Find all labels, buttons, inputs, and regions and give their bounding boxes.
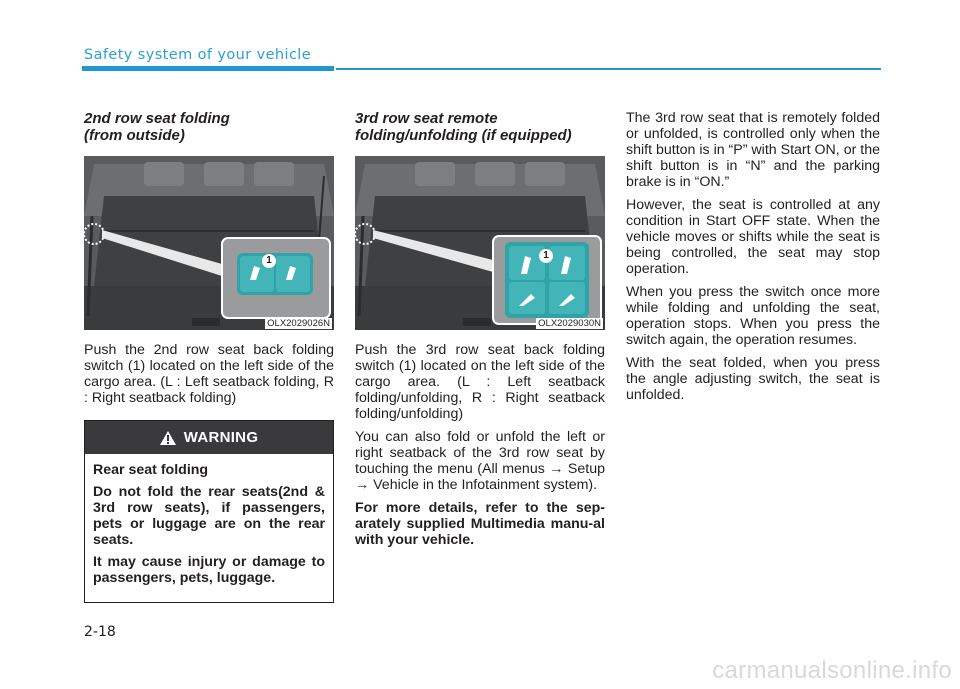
cargo-area-illustration: [355, 156, 605, 330]
section-title-2nd-row: 2nd row seat folding (from outside): [84, 110, 230, 144]
figure-code: OLX2029030N: [538, 318, 601, 329]
paragraph-bold: For more details, refer to the sep-arately supplied Multimedia manu-al with your vehicle.: [355, 500, 605, 548]
callout-number-1: 1: [539, 249, 553, 263]
header-title: Safety system of your vehicle: [84, 47, 312, 63]
paragraph: You can also fold or unfold the left or right seatback of the 3rd row seat by touching the menu (All menus → Setup → Vehicle in the Infotainment system).: [355, 429, 605, 493]
warning-body: [85, 454, 333, 586]
warning-subject: Rear seat folding: [93, 462, 209, 478]
cargo-area-illustration: [84, 156, 334, 330]
figure-cargo-2nd-row: [84, 156, 334, 330]
column-right: [626, 110, 880, 410]
warning-heading: WARNING: [183, 429, 259, 446]
warning-text: Do not fold the rear seats(2nd & 3rd row seats), if passengers, pets or luggage are on the rear seats.: [93, 484, 325, 548]
figure-cargo-3rd-row: [355, 156, 605, 330]
page-number: 2-18: [84, 624, 116, 640]
warning-text: It may cause injury or damage to passengers, pets, luggage.: [93, 554, 325, 586]
paragraph: Push the 2nd row seat back folding switch (1) located on the left side of the cargo area. (L : Left seatback folding, R : Right seatback folding): [84, 342, 334, 406]
header-rule-thin: [336, 68, 881, 70]
warning-box: [84, 420, 334, 603]
column-left: [84, 110, 334, 413]
warning-header: [85, 421, 333, 454]
paragraph: However, the seat is controlled at any condition in Start OFF state. When the vehicle moves or shifts while the seat is being controlled, the seat may stop operation.: [626, 197, 880, 277]
paragraph: With the seat folded, when you press the angle adjusting switch, the seat is unfolded.: [626, 355, 880, 403]
paragraph: Push the 3rd row seat back folding switch (1) located on the left side of the cargo area. (L : Left seatback folding/unfolding, R : Right seatback folding/unfolding): [355, 342, 605, 422]
column-middle: [355, 110, 605, 555]
paragraph: The 3rd row seat that is remotely folded or unfolded, is controlled only when the shift button is in “P” with Start ON, or the shift button is in “N” and the parking brake is in “ON.”: [626, 110, 880, 190]
header-rule-thick: [82, 66, 334, 71]
paragraph: When you press the switch once more while folding and unfolding the seat, operation stops. When you press the switch again, the operation resumes.: [626, 284, 880, 348]
callout-number-1: 1: [262, 254, 276, 268]
section-title-3rd-row: 3rd row seat remote folding/unfolding (if equipped): [355, 110, 572, 144]
warning-triangle-icon: [160, 431, 176, 445]
figure-code: OLX2029026N: [267, 318, 330, 329]
watermark-text: carmanualsonline.info: [712, 657, 952, 684]
